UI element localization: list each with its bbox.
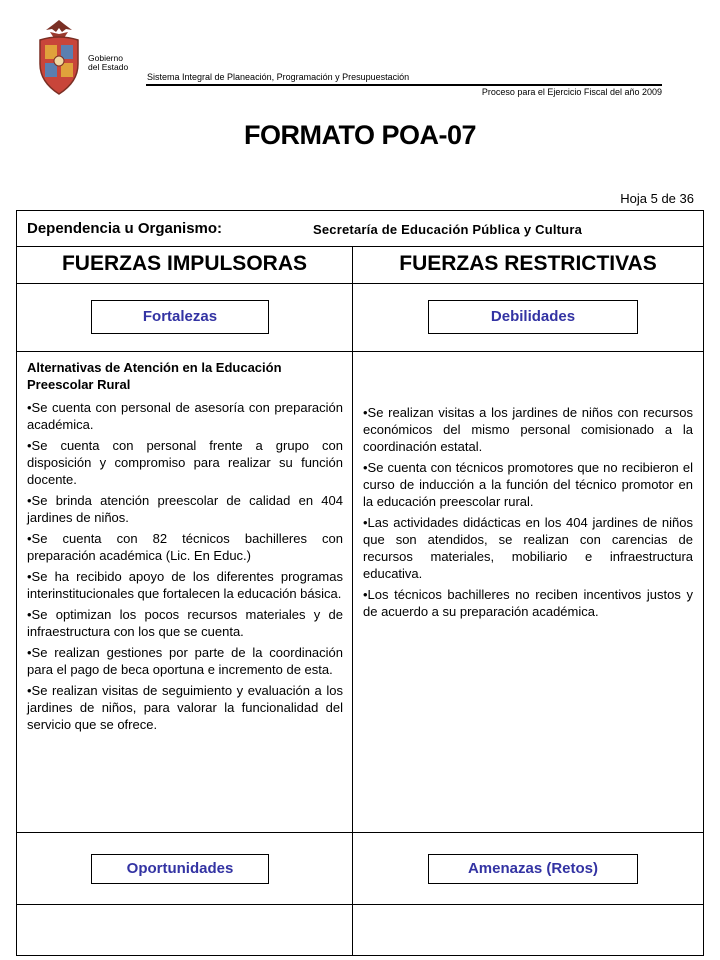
- gobierno-line-1: Gobierno: [88, 53, 123, 63]
- list-item: •Los técnicos bachilleres no reciben incentivos justos y de acuerdo a su preparación académica.: [363, 587, 693, 619]
- page-number: Hoja 5 de 36: [620, 191, 694, 206]
- proceso-label: Proceso para el Ejercicio Fiscal del año 2009: [481, 87, 662, 97]
- fortalezas-subtitle: Alternativas de Atención en la Educación Preescolar Rural: [27, 360, 282, 392]
- list-item: •Se cuenta con técnicos promotores que no recibieron el curso de inducción a la función del técnico promotor en la educación preescolar rural.: [363, 460, 693, 509]
- column-header-restrictivas: FUERZAS RESTRICTIVAS: [399, 252, 657, 275]
- list-item: •Se cuenta con personal de asesoría con preparación académica.: [27, 400, 343, 432]
- row-divider: [17, 351, 703, 352]
- column-header-impulsoras: FUERZAS IMPULSORAS: [61, 252, 307, 275]
- poa-form-table: [16, 210, 704, 956]
- header-rule: [146, 84, 662, 86]
- list-item: •Se brinda atención preescolar de calidad en 404 jardines de niños.: [27, 493, 343, 525]
- debilidades-content: [363, 404, 693, 624]
- fortalezas-box: Fortalezas: [91, 300, 269, 334]
- sistema-label: Sistema Integral de Planeación, Programación y Presupuestación: [147, 72, 410, 82]
- list-item: •Se ha recibido apoyo de los diferentes programas interinstitucionales que fortalecen la educación básica.: [27, 569, 343, 601]
- list-item: •Se cuenta con 82 técnicos bachilleres con preparación académica (Lic. En Educ.): [27, 531, 343, 563]
- row-divider: [17, 904, 703, 905]
- list-item: •Se cuenta con personal frente a grupo con disposición y compromiso para realizar su función docente.: [27, 438, 343, 487]
- gobierno-label: [88, 54, 128, 72]
- oportunidades-box: Oportunidades: [91, 854, 269, 884]
- list-item: •Se realizan visitas a los jardines de niños con recursos económicos del mismo personal comisionado a la coordinación estatal.: [363, 405, 693, 454]
- list-item: •Las actividades didácticas en los 404 jardines de niños que son atendidos, se realizan con carencias de recursos materiales, mobiliario e infraestructura educativa.: [363, 515, 693, 581]
- dependencia-value: Secretaría de Educación Pública y Cultura: [313, 222, 583, 237]
- page-title: FORMATO POA-07: [243, 120, 477, 150]
- amenazas-box: Amenazas (Retos): [428, 854, 638, 884]
- dependencia-label: Dependencia u Organismo:: [27, 220, 223, 237]
- debilidades-box: Debilidades: [428, 300, 638, 334]
- row-divider: [17, 832, 703, 833]
- column-divider: [352, 246, 353, 956]
- state-seal-icon: [36, 18, 82, 96]
- row-divider: [17, 283, 703, 284]
- fortalezas-content: [27, 359, 343, 737]
- gobierno-line-2: del Estado: [88, 62, 129, 72]
- list-item: •Se realizan visitas de seguimiento y evaluación a los jardines de niños, para valorar la funcionalidad del servicio que se ofrece.: [27, 683, 343, 732]
- list-item: •Se realizan gestiones por parte de la coordinación para el pago de beca oportuna e incremento de esta.: [27, 645, 343, 677]
- list-item: •Se optimizan los pocos recursos materiales y de infraestructura con los que se cuenta.: [27, 607, 343, 639]
